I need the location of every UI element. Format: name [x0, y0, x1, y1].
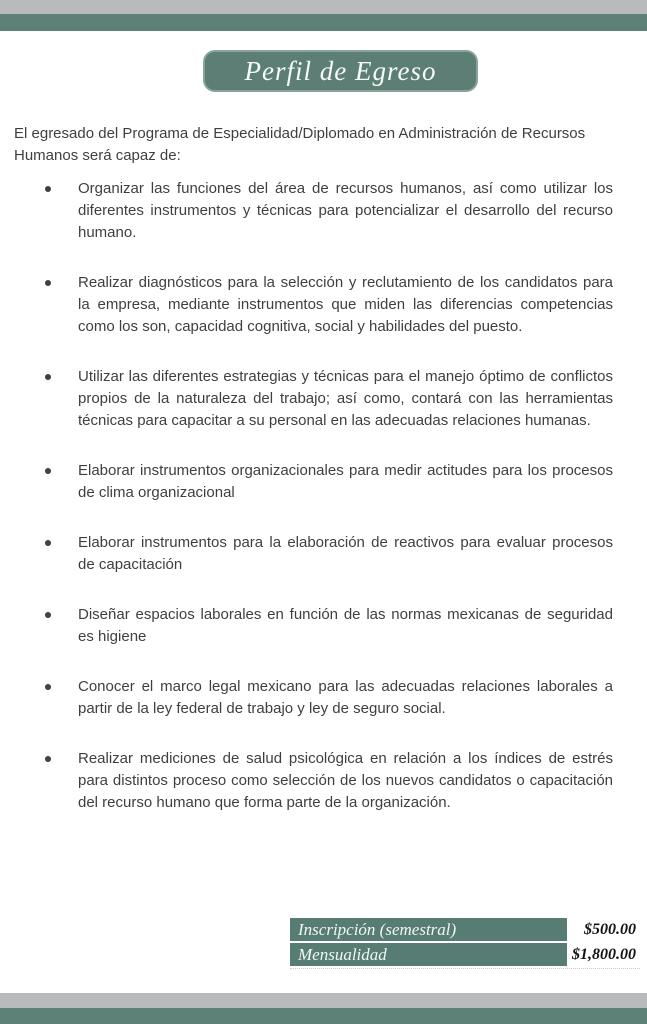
list-item-text: Realizar diagnósticos para la selección y reclutamiento de los candidatos para la empresa, mediante instrumentos que miden las diferencias competencias como los son, capacidad cognitiva, social y habilidades del puesto. [78, 274, 613, 335]
bullet-icon [45, 374, 51, 380]
list-item [45, 604, 613, 648]
bullet-icon [45, 756, 51, 762]
list-item [45, 366, 613, 432]
pricing-label-mensualidad: Mensualidad [290, 943, 567, 966]
list-item-text: Organizar las funciones del área de recursos humanos, así como utilizar los diferentes instrumentos y técnicas para potencializar el desarrollo del recurso humano. [78, 180, 613, 241]
list-item [45, 748, 613, 814]
bullet-icon [45, 612, 51, 618]
list-item [45, 460, 613, 504]
table-row [290, 943, 640, 966]
page-title: Perfil de Egreso [244, 55, 437, 86]
list-item-text: Diseñar espacios laborales en función de las normas mexicanas de seguridad es higiene [78, 606, 613, 645]
bullet-icon [45, 684, 51, 690]
list-item [45, 272, 613, 338]
list-item-text: Elaborar instrumentos para la elaboración de reactivos para evaluar procesos de capacitación [78, 534, 613, 573]
list-item [45, 676, 613, 720]
intro-paragraph: El egresado del Programa de Especialidad/Diplomado en Administración de Recursos Humanos será capaz de: [14, 125, 586, 164]
list-item [45, 532, 613, 576]
bullet-icon [45, 186, 51, 192]
top-gray-bar [0, 0, 647, 14]
bottom-gray-bar [0, 993, 647, 1008]
list-item-text: Conocer el marco legal mexicano para las adecuadas relaciones laborales a partir de la ley federal de trabajo y ley de seguro social. [78, 678, 613, 717]
list-item-text: Realizar mediciones de salud psicológica en relación a los índices de estrés para distintos proceso como selección de los nuevos candidatos o capacitación del recurso humano que forma parte de la organización. [78, 750, 613, 811]
list-item [45, 178, 613, 244]
bullet-icon [45, 468, 51, 474]
bottom-teal-bar [0, 1008, 647, 1024]
title-badge [203, 50, 478, 92]
bullet-icon [45, 280, 51, 286]
list-item-text: Elaborar instrumentos organizacionales para medir actitudes para los procesos de clima organizacional [78, 462, 613, 501]
bullet-icon [45, 540, 51, 546]
pricing-label-inscripcion: Inscripción (semestral) [290, 918, 567, 941]
pricing-value-mensualidad: $1,800.00 [567, 943, 640, 966]
pricing-value-inscripcion: $500.00 [567, 918, 640, 941]
graduate-profile-list [45, 178, 613, 842]
list-item-text: Utilizar las diferentes estrategias y técnicas para el manejo óptimo de conflictos propios de la naturaleza del trabajo; así como, contará con las herramientas técnicas para capacitar a su personal en las adecuadas relaciones humanas. [78, 368, 613, 429]
pricing-table [290, 918, 640, 969]
top-teal-bar [0, 14, 647, 31]
table-row [290, 918, 640, 941]
